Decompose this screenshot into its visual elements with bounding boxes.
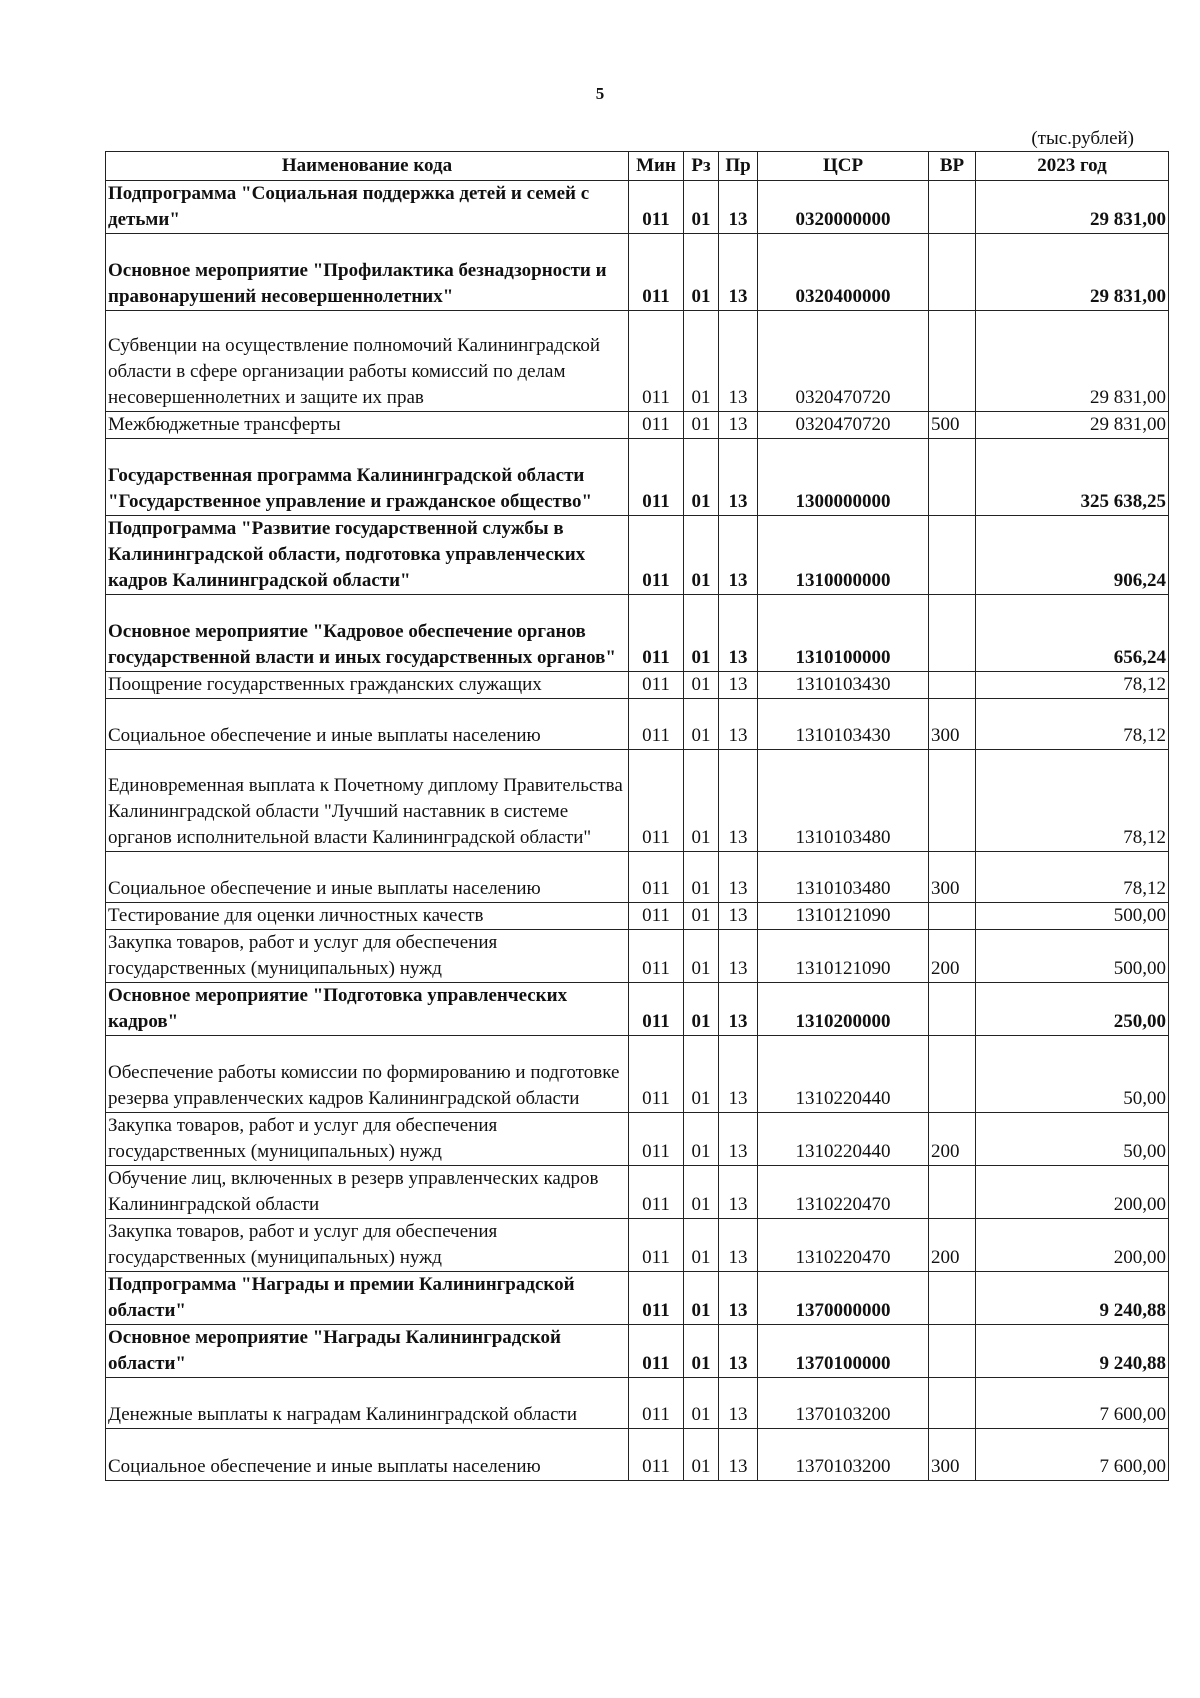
row-rz: 01 bbox=[684, 594, 719, 671]
row-name: Основное мероприятие "Награды Калининградской области" bbox=[106, 1324, 629, 1377]
row-csr: 1370103200 bbox=[758, 1429, 929, 1480]
row-min: 011 bbox=[629, 1112, 684, 1165]
row-pr: 13 bbox=[719, 983, 758, 1036]
row-sum: 29 831,00 bbox=[976, 310, 1169, 412]
row-vr bbox=[929, 749, 976, 851]
row-rz: 01 bbox=[684, 1271, 719, 1324]
header-vr: ВР bbox=[929, 152, 976, 181]
row-csr: 1310103480 bbox=[758, 851, 929, 902]
table-row bbox=[106, 1036, 1169, 1113]
row-min: 011 bbox=[629, 851, 684, 902]
row-pr: 13 bbox=[719, 1271, 758, 1324]
row-vr bbox=[929, 1036, 976, 1113]
row-pr: 13 bbox=[719, 749, 758, 851]
row-rz: 01 bbox=[684, 903, 719, 930]
row-csr: 1310103430 bbox=[758, 671, 929, 698]
table-row bbox=[106, 749, 1169, 851]
row-pr: 13 bbox=[719, 594, 758, 671]
row-vr bbox=[929, 1165, 976, 1218]
header-name: Наименование кода bbox=[106, 152, 629, 181]
table-row bbox=[106, 1112, 1169, 1165]
row-pr: 13 bbox=[719, 234, 758, 311]
row-vr: 300 bbox=[929, 851, 976, 902]
row-min: 011 bbox=[629, 234, 684, 311]
table-header-row bbox=[106, 152, 1169, 181]
page-number: 5 bbox=[595, 84, 605, 103]
row-min: 011 bbox=[629, 930, 684, 983]
row-name: Закупка товаров, работ и услуг для обеспечения государственных (муниципальных) нужд bbox=[106, 1218, 629, 1271]
row-min: 011 bbox=[629, 1036, 684, 1113]
row-rz: 01 bbox=[684, 930, 719, 983]
row-name: Основное мероприятие "Кадровое обеспечение органов государственной власти и иных государственных органов" bbox=[106, 594, 629, 671]
header-year: 2023 год bbox=[976, 152, 1169, 181]
row-sum: 325 638,25 bbox=[976, 439, 1169, 516]
row-pr: 13 bbox=[719, 698, 758, 749]
row-csr: 0320470720 bbox=[758, 412, 929, 439]
row-name: Тестирование для оценки личностных качеств bbox=[106, 903, 629, 930]
table-row bbox=[106, 594, 1169, 671]
row-vr: 500 bbox=[929, 412, 976, 439]
row-rz: 01 bbox=[684, 851, 719, 902]
row-sum: 7 600,00 bbox=[976, 1377, 1169, 1428]
table-row bbox=[106, 930, 1169, 983]
table-row bbox=[106, 1271, 1169, 1324]
row-sum: 78,12 bbox=[976, 671, 1169, 698]
row-name: Поощрение государственных гражданских служащих bbox=[106, 671, 629, 698]
row-vr bbox=[929, 234, 976, 311]
row-name: Основное мероприятие "Профилактика безнадзорности и правонарушений несовершеннолетних" bbox=[106, 234, 629, 311]
table-row bbox=[106, 1377, 1169, 1428]
row-rz: 01 bbox=[684, 1218, 719, 1271]
row-min: 011 bbox=[629, 515, 684, 594]
row-vr: 200 bbox=[929, 1112, 976, 1165]
row-rz: 01 bbox=[684, 749, 719, 851]
row-csr: 1370100000 bbox=[758, 1324, 929, 1377]
row-rz: 01 bbox=[684, 181, 719, 234]
row-name: Социальное обеспечение и иные выплаты населению bbox=[106, 1429, 629, 1480]
row-rz: 01 bbox=[684, 983, 719, 1036]
row-rz: 01 bbox=[684, 671, 719, 698]
row-sum: 29 831,00 bbox=[976, 234, 1169, 311]
row-csr: 1310220470 bbox=[758, 1165, 929, 1218]
row-csr: 1310121090 bbox=[758, 903, 929, 930]
row-name: Социальное обеспечение и иные выплаты населению bbox=[106, 698, 629, 749]
header-pr: Пр bbox=[719, 152, 758, 181]
row-min: 011 bbox=[629, 1429, 684, 1480]
row-name: Основное мероприятие "Подготовка управленческих кадров" bbox=[106, 983, 629, 1036]
row-sum: 7 600,00 bbox=[976, 1429, 1169, 1480]
row-rz: 01 bbox=[684, 1324, 719, 1377]
row-rz: 01 bbox=[684, 310, 719, 412]
row-pr: 13 bbox=[719, 1324, 758, 1377]
row-vr bbox=[929, 1377, 976, 1428]
budget-table bbox=[105, 151, 1169, 1481]
row-csr: 0320470720 bbox=[758, 310, 929, 412]
table-row bbox=[106, 515, 1169, 594]
row-pr: 13 bbox=[719, 1036, 758, 1113]
table-row bbox=[106, 181, 1169, 234]
row-vr: 300 bbox=[929, 1429, 976, 1480]
row-pr: 13 bbox=[719, 851, 758, 902]
row-sum: 9 240,88 bbox=[976, 1271, 1169, 1324]
row-vr bbox=[929, 1324, 976, 1377]
row-csr: 1310220440 bbox=[758, 1036, 929, 1113]
row-rz: 01 bbox=[684, 1036, 719, 1113]
row-pr: 13 bbox=[719, 412, 758, 439]
row-name: Социальное обеспечение и иные выплаты населению bbox=[106, 851, 629, 902]
row-rz: 01 bbox=[684, 1165, 719, 1218]
row-csr: 1310103430 bbox=[758, 698, 929, 749]
row-vr bbox=[929, 671, 976, 698]
table-row bbox=[106, 1165, 1169, 1218]
row-vr bbox=[929, 983, 976, 1036]
row-min: 011 bbox=[629, 749, 684, 851]
row-pr: 13 bbox=[719, 310, 758, 412]
row-name: Денежные выплаты к наградам Калининградской области bbox=[106, 1377, 629, 1428]
row-min: 011 bbox=[629, 181, 684, 234]
row-vr bbox=[929, 310, 976, 412]
row-csr: 1310103480 bbox=[758, 749, 929, 851]
row-csr: 0320000000 bbox=[758, 181, 929, 234]
row-pr: 13 bbox=[719, 1377, 758, 1428]
row-sum: 29 831,00 bbox=[976, 412, 1169, 439]
row-sum: 200,00 bbox=[976, 1165, 1169, 1218]
row-min: 011 bbox=[629, 903, 684, 930]
row-vr bbox=[929, 181, 976, 234]
table-row bbox=[106, 983, 1169, 1036]
table-row bbox=[106, 439, 1169, 516]
row-pr: 13 bbox=[719, 903, 758, 930]
budget-table-body bbox=[106, 181, 1169, 1481]
row-sum: 9 240,88 bbox=[976, 1324, 1169, 1377]
row-csr: 1370000000 bbox=[758, 1271, 929, 1324]
row-name: Межбюджетные трансферты bbox=[106, 412, 629, 439]
row-rz: 01 bbox=[684, 1429, 719, 1480]
row-sum: 906,24 bbox=[976, 515, 1169, 594]
row-vr bbox=[929, 903, 976, 930]
row-csr: 0320400000 bbox=[758, 234, 929, 311]
row-min: 011 bbox=[629, 1165, 684, 1218]
units-label: (тыс.рублей) bbox=[1031, 128, 1134, 149]
row-sum: 656,24 bbox=[976, 594, 1169, 671]
row-rz: 01 bbox=[684, 1377, 719, 1428]
row-name: Государственная программа Калининградской области "Государственное управление и гражданское общество" bbox=[106, 439, 629, 516]
row-sum: 500,00 bbox=[976, 930, 1169, 983]
row-csr: 1310220440 bbox=[758, 1112, 929, 1165]
row-name: Подпрограмма "Социальная поддержка детей и семей с детьми" bbox=[106, 181, 629, 234]
row-min: 011 bbox=[629, 698, 684, 749]
row-sum: 500,00 bbox=[976, 903, 1169, 930]
row-vr bbox=[929, 1271, 976, 1324]
row-min: 011 bbox=[629, 1271, 684, 1324]
row-rz: 01 bbox=[684, 234, 719, 311]
row-min: 011 bbox=[629, 594, 684, 671]
row-min: 011 bbox=[629, 412, 684, 439]
row-sum: 50,00 bbox=[976, 1112, 1169, 1165]
table-row bbox=[106, 903, 1169, 930]
row-pr: 13 bbox=[719, 1165, 758, 1218]
row-vr: 200 bbox=[929, 1218, 976, 1271]
row-name: Обучение лиц, включенных в резерв управленческих кадров Калининградской области bbox=[106, 1165, 629, 1218]
row-rz: 01 bbox=[684, 439, 719, 516]
row-name: Единовременная выплата к Почетному диплому Правительства Калининградской области "Лучший наставник в системе органов исполнительной власти Калининградской области" bbox=[106, 749, 629, 851]
row-sum: 78,12 bbox=[976, 851, 1169, 902]
table-row bbox=[106, 698, 1169, 749]
row-csr: 1310100000 bbox=[758, 594, 929, 671]
row-csr: 1310000000 bbox=[758, 515, 929, 594]
row-csr: 1310200000 bbox=[758, 983, 929, 1036]
row-name: Закупка товаров, работ и услуг для обеспечения государственных (муниципальных) нужд bbox=[106, 930, 629, 983]
table-row bbox=[106, 1218, 1169, 1271]
row-sum: 78,12 bbox=[976, 749, 1169, 851]
row-min: 011 bbox=[629, 983, 684, 1036]
row-pr: 13 bbox=[719, 1218, 758, 1271]
row-csr: 1300000000 bbox=[758, 439, 929, 516]
row-min: 011 bbox=[629, 671, 684, 698]
row-pr: 13 bbox=[719, 1429, 758, 1480]
row-pr: 13 bbox=[719, 181, 758, 234]
table-row bbox=[106, 412, 1169, 439]
header-rz: Рз bbox=[684, 152, 719, 181]
row-pr: 13 bbox=[719, 515, 758, 594]
row-vr bbox=[929, 439, 976, 516]
table-row bbox=[106, 671, 1169, 698]
row-rz: 01 bbox=[684, 515, 719, 594]
row-vr: 300 bbox=[929, 698, 976, 749]
table-row bbox=[106, 851, 1169, 902]
table-row bbox=[106, 310, 1169, 412]
row-pr: 13 bbox=[719, 930, 758, 983]
row-sum: 29 831,00 bbox=[976, 181, 1169, 234]
row-sum: 78,12 bbox=[976, 698, 1169, 749]
header-min: Мин bbox=[629, 152, 684, 181]
row-name: Субвенции на осуществление полномочий Калининградской области в сфере организации работы комиссий по делам несовершеннолетних и защите их прав bbox=[106, 310, 629, 412]
row-rz: 01 bbox=[684, 698, 719, 749]
table-row bbox=[106, 234, 1169, 311]
row-min: 011 bbox=[629, 310, 684, 412]
row-min: 011 bbox=[629, 1324, 684, 1377]
row-csr: 1310121090 bbox=[758, 930, 929, 983]
row-pr: 13 bbox=[719, 439, 758, 516]
table-row bbox=[106, 1429, 1169, 1480]
row-pr: 13 bbox=[719, 1112, 758, 1165]
row-rz: 01 bbox=[684, 412, 719, 439]
table-row bbox=[106, 1324, 1169, 1377]
row-min: 011 bbox=[629, 1218, 684, 1271]
header-csr: ЦСР bbox=[758, 152, 929, 181]
row-csr: 1370103200 bbox=[758, 1377, 929, 1428]
row-vr: 200 bbox=[929, 930, 976, 983]
row-name: Подпрограмма "Награды и премии Калининградской области" bbox=[106, 1271, 629, 1324]
row-csr: 1310220470 bbox=[758, 1218, 929, 1271]
row-min: 011 bbox=[629, 439, 684, 516]
row-name: Подпрограмма "Развитие государственной службы в Калининградской области, подготовка управленческих кадров Калининградской области" bbox=[106, 515, 629, 594]
row-vr bbox=[929, 594, 976, 671]
row-vr bbox=[929, 515, 976, 594]
row-sum: 250,00 bbox=[976, 983, 1169, 1036]
row-sum: 50,00 bbox=[976, 1036, 1169, 1113]
row-min: 011 bbox=[629, 1377, 684, 1428]
row-rz: 01 bbox=[684, 1112, 719, 1165]
row-sum: 200,00 bbox=[976, 1218, 1169, 1271]
row-pr: 13 bbox=[719, 671, 758, 698]
row-name: Обеспечение работы комиссии по формированию и подготовке резерва управленческих кадров Калининградской области bbox=[106, 1036, 629, 1113]
row-name: Закупка товаров, работ и услуг для обеспечения государственных (муниципальных) нужд bbox=[106, 1112, 629, 1165]
